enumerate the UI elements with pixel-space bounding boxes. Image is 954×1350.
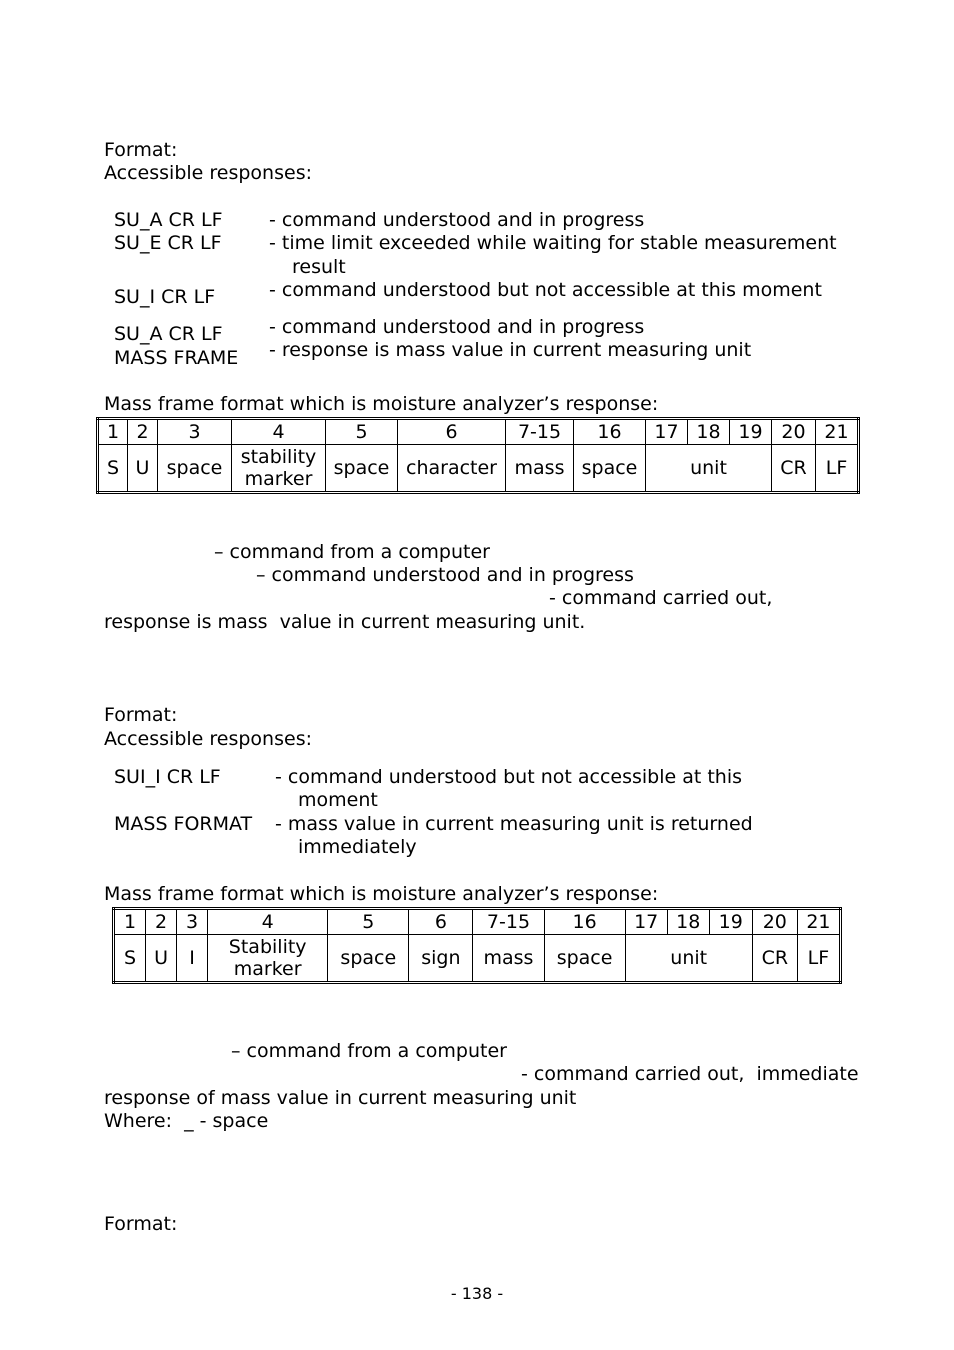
example-line: – command from a computer	[214, 541, 490, 563]
table-cell: 5	[326, 419, 398, 445]
table-cell: 3	[177, 909, 208, 935]
format-label-1: Format:	[104, 139, 178, 161]
response-desc: - mass value in current measuring unit is returned	[275, 813, 753, 835]
table-body-row	[114, 935, 841, 983]
table-cell: LF	[797, 935, 840, 983]
table-cell: 4	[208, 909, 328, 935]
table-cell: CR	[752, 935, 797, 983]
page-number: - 138 -	[450, 1284, 504, 1303]
table-cell: 17	[646, 419, 688, 445]
response-desc-continued: immediately	[298, 836, 417, 858]
table-cell: 5	[328, 909, 409, 935]
table-cell: sign	[409, 935, 473, 983]
table-cell: 21	[816, 419, 859, 445]
frame-caption-2: Mass frame format which is moisture analyzer’s response:	[104, 883, 659, 905]
table-header-row	[98, 419, 859, 445]
format-label-3: Format:	[104, 1213, 178, 1235]
response-code: MASS FRAME	[114, 347, 239, 369]
table-cell: 16	[574, 419, 646, 445]
table-cell: LF	[816, 445, 859, 493]
response-desc-continued: moment	[298, 789, 378, 811]
example-line: – command understood and in progress	[256, 564, 634, 586]
table-cell: unit	[625, 935, 752, 983]
table-cell: 18	[688, 419, 730, 445]
table-cell: CR	[772, 445, 816, 493]
example-line: - command carried out, immediate	[521, 1063, 859, 1085]
table-header-row	[114, 909, 841, 935]
table-cell: 1	[98, 419, 128, 445]
where-note: Where: _ - space	[104, 1110, 269, 1132]
table-cell: U	[128, 445, 158, 493]
table-cell: space	[158, 445, 232, 493]
response-desc: - command understood and in progress	[269, 316, 645, 338]
table-cell: 7-15	[473, 909, 544, 935]
table-cell: 6	[398, 419, 506, 445]
table-cell: 7-15	[506, 419, 574, 445]
table-cell: character	[398, 445, 506, 493]
table-cell: 20	[752, 909, 797, 935]
table-cell: 16	[544, 909, 625, 935]
response-code: SUI_I CR LF	[114, 766, 221, 788]
table-cell: stability marker	[232, 445, 326, 493]
mass-frame-table-2	[112, 907, 842, 984]
response-desc: - command understood but not accessible at this	[275, 766, 743, 788]
frame-caption-1: Mass frame format which is moisture analyzer’s response:	[104, 393, 659, 415]
table-cell: Stability marker	[208, 935, 328, 983]
response-desc: - command understood but not accessible at this moment	[269, 279, 822, 301]
response-code: MASS FORMAT	[114, 813, 253, 835]
table-cell: 21	[797, 909, 840, 935]
responses-label-1: Accessible responses:	[104, 162, 312, 184]
table-cell: space	[326, 445, 398, 493]
table-cell: 6	[409, 909, 473, 935]
table-cell: space	[544, 935, 625, 983]
response-desc: - time limit exceeded while waiting for stable measurement	[269, 232, 837, 254]
table-cell: 19	[709, 909, 752, 935]
table-cell: 18	[667, 909, 709, 935]
example-line: response of mass value in current measuring unit	[104, 1087, 577, 1109]
response-desc-continued: result	[292, 256, 346, 278]
response-desc: - response is mass value in current measuring unit	[269, 339, 752, 361]
example-line: – command from a computer	[231, 1040, 507, 1062]
response-code: SU_A CR LF	[114, 323, 223, 345]
table-body-row	[98, 445, 859, 493]
table-cell: S	[98, 445, 128, 493]
example-line: - command carried out,	[549, 587, 773, 609]
table-cell: space	[328, 935, 409, 983]
table-cell: 1	[114, 909, 146, 935]
table-cell: space	[574, 445, 646, 493]
table-cell: 20	[772, 419, 816, 445]
format-label-2: Format:	[104, 704, 178, 726]
example-line: response is mass value in current measuring unit.	[104, 611, 586, 633]
response-code: SU_A CR LF	[114, 209, 223, 231]
table-cell: unit	[646, 445, 772, 493]
table-cell: 19	[730, 419, 772, 445]
response-code: SU_I CR LF	[114, 286, 216, 308]
table-cell: 17	[625, 909, 667, 935]
table-cell: 2	[146, 909, 177, 935]
response-desc: - command understood and in progress	[269, 209, 645, 231]
table-cell: U	[146, 935, 177, 983]
mass-frame-table-1	[96, 417, 860, 494]
table-cell: 4	[232, 419, 326, 445]
table-cell: S	[114, 935, 146, 983]
table-cell: 3	[158, 419, 232, 445]
table-cell: mass	[473, 935, 544, 983]
table-cell: 2	[128, 419, 158, 445]
responses-label-2: Accessible responses:	[104, 728, 312, 750]
table-cell: mass	[506, 445, 574, 493]
table-cell: I	[177, 935, 208, 983]
response-code: SU_E CR LF	[114, 232, 222, 254]
